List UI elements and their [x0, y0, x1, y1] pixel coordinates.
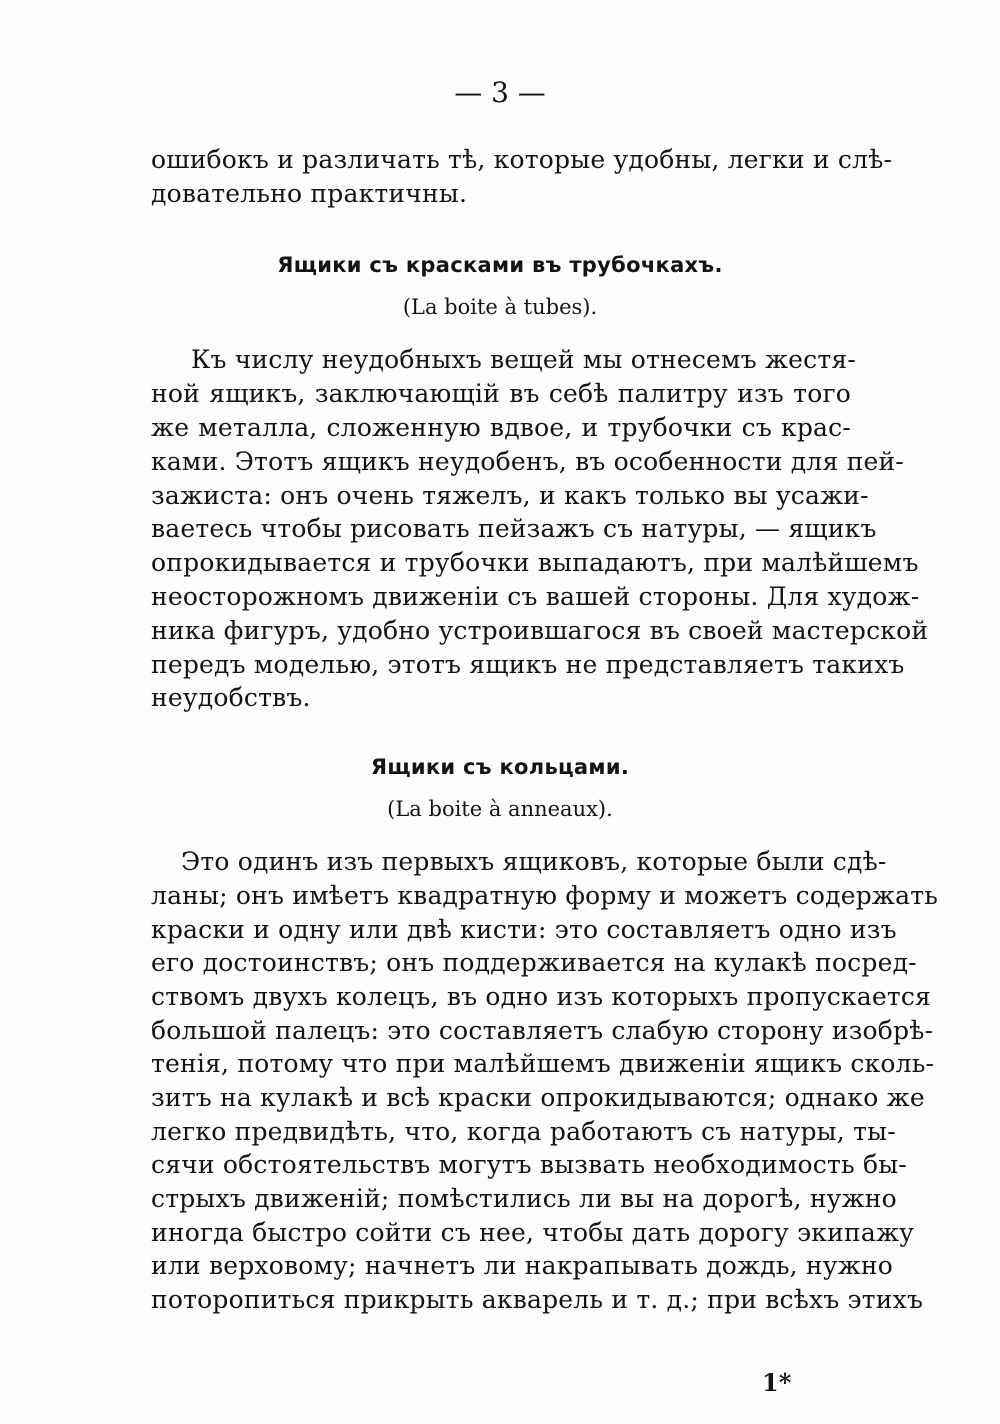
text-line: краски и одну или двѣ кисти: это составляетъ одно изъ [151, 915, 897, 944]
section-heading: Ящики съ кольцами. [370, 755, 630, 779]
text-line: ваетесь чтобы рисовать пейзажъ съ натуры, — ящикъ [151, 514, 877, 543]
text-line: ника фигуръ, удобно устроившагося въ своей мастерской [151, 616, 929, 645]
text-line: же металла, сложенную вдвое, и трубочки съ крас- [151, 413, 851, 442]
signature-mark: 1* [762, 1368, 792, 1397]
text-line: легко предвидѣть, что, когда работаютъ съ натуры, ты- [151, 1117, 896, 1146]
text-line: зитъ на кулакѣ и всѣ краски опрокидываются; однако же [151, 1083, 925, 1112]
text-line: ствомъ двухъ колецъ, въ одно изъ которыхъ пропускается [151, 982, 932, 1011]
text-line: стрыхъ движеній; помѣстились ли вы на дорогѣ, нужно [151, 1184, 897, 1213]
text-line: передъ моделью, этотъ ящикъ не представляетъ такихъ [151, 650, 905, 679]
text-line: Къ числу неудобныхъ вещей мы отнесемъ жестя- [191, 345, 856, 374]
text-line: Это одинъ изъ первыхъ ящиковъ, которые были сдѣ- [181, 847, 887, 876]
text-line: довательно практичны. [151, 179, 468, 208]
text-line: опрокидывается и трубочки выпадаютъ, при малѣйшемъ [151, 548, 919, 577]
text-line: тенія, потому что при малѣйшемъ движеніи ящикъ сколь- [151, 1049, 935, 1078]
text-line: ной ящикъ, заключающій въ себѣ палитру изъ того [151, 379, 851, 408]
text-line: неудобствъ. [151, 683, 311, 712]
text-line: ланы; онъ имѣетъ квадратную форму и можетъ содержать [151, 881, 939, 910]
section-heading: Ящики съ красками въ трубочкахъ. [277, 253, 723, 277]
text-line: поторопиться прикрыть акварель и т. д.; при всѣхъ этихъ [151, 1285, 924, 1314]
text-line: большой палецъ: это составляетъ слабую сторону изобрѣ- [151, 1016, 934, 1045]
page-number: — 3 — [454, 76, 546, 109]
text-line: ками. Этотъ ящикъ неудобенъ, въ особенности для пей- [151, 447, 904, 476]
text-line: иногда быстро сойти съ нее, чтобы дать дорогу экипажу [151, 1218, 915, 1247]
text-line: ошибокъ и различать тѣ, которые удобны, легки и слѣ- [151, 145, 893, 174]
text-line: сячи обстоятельствъ могутъ вызвать необходимость бы- [151, 1150, 907, 1179]
section-subheading: (La boite à tubes). [402, 295, 598, 319]
section-subheading: (La boite à anneaux). [387, 797, 613, 821]
text-line: или верховому; начнетъ ли накрапывать дождь, нужно [151, 1251, 894, 1280]
text-line: зажиста: онъ очень тяжелъ, и какъ только вы усажи- [151, 481, 869, 510]
text-line: его достоинствъ; онъ поддерживается на кулакѣ посред- [151, 948, 917, 977]
text-line: неосторожномъ движеніи съ вашей стороны. Для худож- [151, 582, 920, 611]
